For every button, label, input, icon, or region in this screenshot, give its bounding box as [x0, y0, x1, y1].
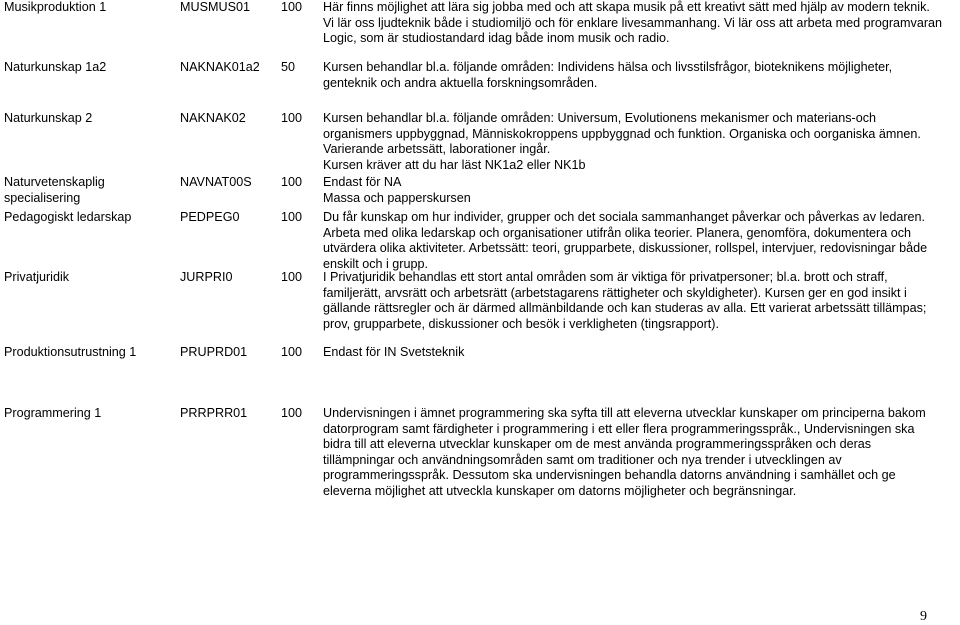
page-number: 9 — [920, 609, 927, 624]
course-name: Privatjuridik — [4, 270, 70, 284]
course-name: Naturkunskap 2 — [4, 111, 93, 125]
course-code: PRRPRR01 — [180, 406, 248, 420]
course-code: PRUPRD01 — [180, 345, 248, 359]
course-points: 100 — [281, 345, 303, 359]
course-points: 100 — [281, 270, 303, 284]
course-description: Endast för NA Massa och papperskursen — [323, 175, 471, 205]
course-points: 100 — [281, 111, 303, 125]
course-name: Musikproduktion 1 — [4, 0, 107, 14]
course-code: NAKNAK01a2 — [180, 60, 260, 74]
course-name: Pedagogiskt ledarskap — [4, 210, 132, 224]
course-points: 50 — [281, 60, 296, 74]
course-name: Naturkunskap 1a2 — [4, 60, 107, 74]
course-code: PEDPEG0 — [180, 210, 240, 224]
course-description: Här finns möjlighet att lära sig jobba med och att skapa musik på ett kreativt sätt med hjälp av modern teknik. Vi lär oss ljudteknik både i studiomiljö och för enklare livesammanhang. Vi lär oss att arbeta med programvaran Logic, som är studiostandard idag både inom musik och radio. — [323, 0, 943, 45]
course-code: NAKNAK02 — [180, 111, 246, 125]
course-points: 100 — [281, 210, 303, 224]
course-description: Undervisningen i ämnet programmering ska syfta till att eleverna utvecklar kunskaper om principerna bakom datorprogram samt färdigheter i programmering i ett eller flera programmeringsspråk., Undervisningen ska bidra till att eleverna utvecklar kunskaper om de mest använda programmeringsspråken och deras tillämpningar och användningsområden samt om traditioner och nya trender i utvecklingen av programmeringsspråk. Dessutom ska undervisningen behandla datorns användning i samhället och ge eleverna möjlighet att utveckla kunskaper om datorns möjligheter och begränsningar. — [323, 406, 926, 498]
course-name: Produktionsutrustning 1 — [4, 345, 137, 359]
course-description: Endast för IN Svetsteknik — [323, 345, 465, 359]
course-code: NAVNAT00S — [180, 175, 252, 189]
course-description: Kursen behandlar bl.a. följande områden: Universum, Evolutionens mekanismer och materians-och organismers uppbyggnad, Människokroppens uppbyggnad och funktion. Organiska och oorganiska ämnen. Varierande arbetssätt, laborationer ingår. Kursen kräver att du har läst NK1a2 eller NK1b — [323, 111, 921, 172]
course-points: 100 — [281, 175, 303, 189]
course-code: JURPRI0 — [180, 270, 233, 284]
course-name: Programmering 1 — [4, 406, 102, 420]
course-description: Kursen behandlar bl.a. följande områden: Individens hälsa och livsstilsfrågor, bioteknikens möjligheter, genteknik och andra aktuella forskningsområden. — [323, 60, 893, 90]
course-description: Du får kunskap om hur individer, grupper och det sociala sammanhanget påverkar och påverkas av ledaren. Arbeta med olika ledarskap och organisationer utifrån olika teorier. Planera, genomföra, dokumentera och utvärdera olika aktiviteter. Arbetssätt: teori, grupparbete, diskussioner, rollspel, intervjuer, redovisningar både enskilt och i grupp. — [323, 210, 928, 271]
course-points: 100 — [281, 0, 303, 14]
course-name: Naturvetenskaplig specialisering — [4, 175, 105, 205]
course-description: I Privatjuridik behandlas ett stort antal områden som är viktiga för privatpersoner; bl.a. brott och straff, familjerätt, arvsrätt och arbetsrätt (arbetstagarens rättigheter och skyldigheter). Kursen ger en god insikt i gällande rättsregler och är därmed allmänbildande och kan studeras av alla. Ett varierat arbetssätt tillämpas; prov, grupparbete, diskussioner och besök i verkligheten (tingsrapport). — [323, 270, 927, 331]
course-points: 100 — [281, 406, 303, 420]
course-code: MUSMUS01 — [180, 0, 250, 14]
